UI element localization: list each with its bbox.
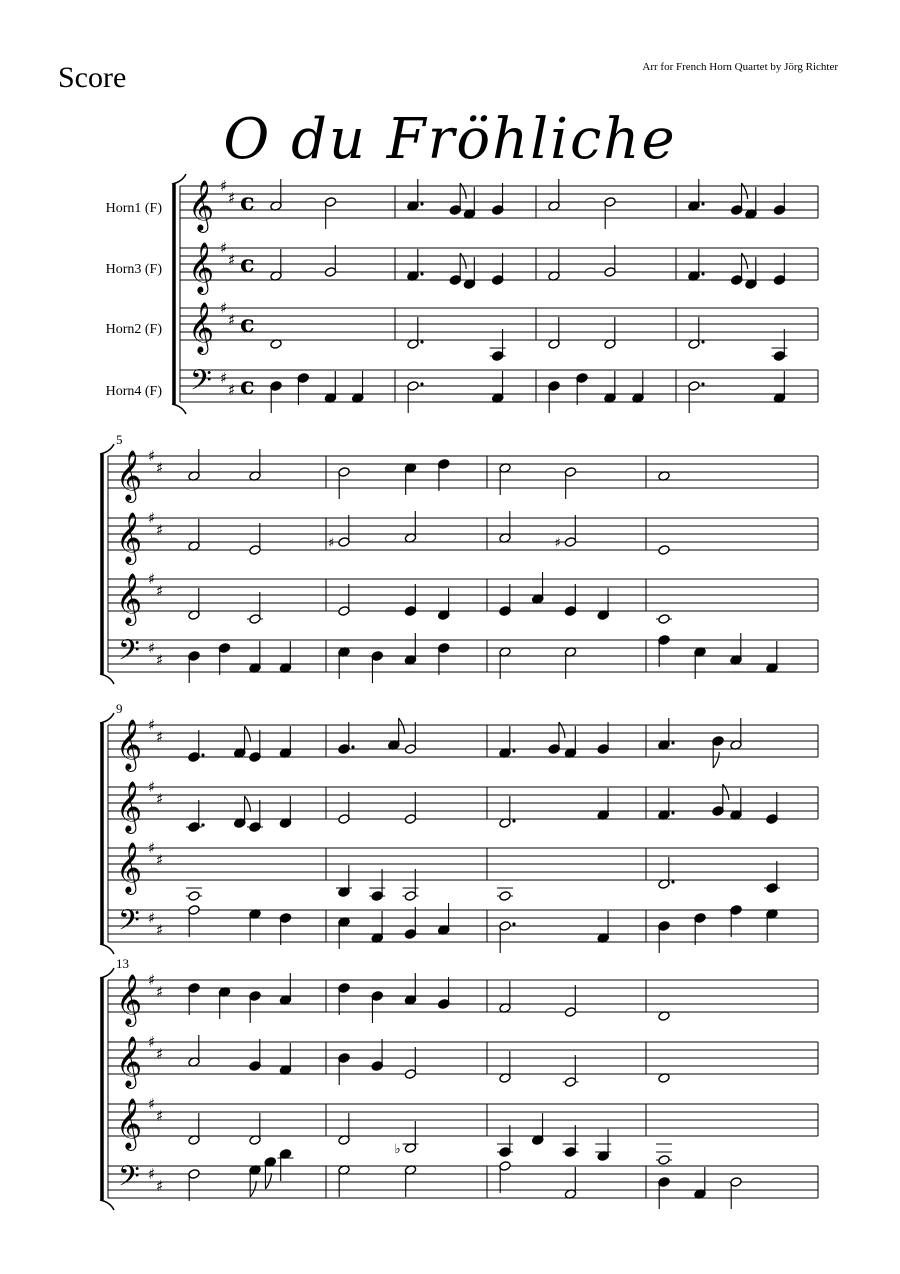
augmentation-dot xyxy=(671,880,674,883)
note-flag xyxy=(460,183,466,199)
augmentation-dot xyxy=(420,340,423,343)
instrument-label-horn3: Horn3 (F) xyxy=(105,262,162,277)
sharp-icon: ♯ xyxy=(156,983,164,1001)
sharp-icon: ♯ xyxy=(148,716,156,734)
augmentation-dot xyxy=(701,202,704,205)
sharp-icon: ♯ xyxy=(156,790,164,808)
treble-clef-icon: 𝄞 xyxy=(116,974,143,1025)
sharp-icon: ♯ xyxy=(156,1045,164,1063)
sharp-icon: ♯ xyxy=(148,1165,156,1183)
sharp-icon: ♯ xyxy=(228,311,236,329)
sharp-icon: ♯ xyxy=(148,639,156,657)
common-time-icon: c xyxy=(240,309,255,338)
system-bracket xyxy=(172,174,186,184)
note-flag xyxy=(713,752,719,768)
sharp-icon: ♯ xyxy=(148,570,156,588)
augmentation-dot xyxy=(701,382,704,385)
sharp-icon: ♯ xyxy=(148,909,156,927)
treble-clef-icon: 𝄞 xyxy=(188,242,215,293)
note-flag xyxy=(723,784,729,800)
note-flag xyxy=(245,726,251,742)
sharp-icon: ♯ xyxy=(156,921,164,939)
augmentation-dot xyxy=(201,823,204,826)
note-flag xyxy=(559,722,565,738)
sharp-icon: ♯ xyxy=(156,1107,164,1125)
augmentation-dot xyxy=(512,922,515,925)
sharp-icon: ♯ xyxy=(148,447,156,465)
system-bracket xyxy=(100,713,114,723)
treble-clef-icon: 𝄞 xyxy=(116,573,143,624)
augmentation-dot xyxy=(701,272,704,275)
sharp-icon: ♯ xyxy=(220,369,228,387)
sharp-icon: ♯ xyxy=(220,299,228,317)
system-bracket xyxy=(100,1200,114,1210)
sharp-icon: ♯ xyxy=(148,1095,156,1113)
common-time-icon: c xyxy=(240,371,255,400)
note-flag xyxy=(265,1173,271,1189)
augmentation-dot xyxy=(420,272,423,275)
common-time-icon: c xyxy=(240,187,255,216)
note-head xyxy=(188,891,200,902)
system-bracket xyxy=(100,968,114,978)
sharp-icon: ♯ xyxy=(228,381,236,399)
note-head xyxy=(658,614,670,625)
system-bracket xyxy=(100,674,114,684)
treble-clef-icon: 𝄞 xyxy=(188,302,215,353)
system-bracket xyxy=(100,944,114,954)
augmentation-dot xyxy=(671,741,674,744)
augmentation-dot xyxy=(201,753,204,756)
sharp-icon: ♯ xyxy=(148,971,156,989)
sharp-icon: ♯ xyxy=(148,509,156,527)
sharp-icon: ♯ xyxy=(156,459,164,477)
treble-clef-icon: 𝄞 xyxy=(116,512,143,563)
sharp-icon: ♯ xyxy=(156,582,164,600)
note-flag xyxy=(250,1181,256,1197)
sharp-icon: ♯ xyxy=(148,778,156,796)
sharp-icon: ♯ xyxy=(156,1177,164,1195)
bass-clef-icon: 𝄢 xyxy=(118,904,140,944)
instrument-label-horn2: Horn2 (F) xyxy=(105,322,162,337)
augmentation-dot xyxy=(701,340,704,343)
measure-number: 13 xyxy=(116,956,129,971)
treble-clef-icon: 𝄞 xyxy=(116,450,143,501)
measure-number: 5 xyxy=(116,432,123,447)
sharp-icon: ♯ xyxy=(220,177,228,195)
arranger-credit: Arr for French Horn Quartet by Jörg Richter xyxy=(642,61,838,73)
note-flag xyxy=(460,253,466,269)
augmentation-dot xyxy=(512,819,515,822)
sharp-icon: ♯ xyxy=(228,189,236,207)
system-bracket xyxy=(172,404,186,414)
treble-clef-icon: 𝄞 xyxy=(116,842,143,893)
accidental-icon: ♭ xyxy=(394,1142,401,1157)
treble-clef-icon: 𝄞 xyxy=(116,1036,143,1087)
bass-clef-icon: 𝄢 xyxy=(190,364,212,404)
treble-clef-icon: 𝄞 xyxy=(116,1098,143,1149)
augmentation-dot xyxy=(420,202,423,205)
sharp-icon: ♯ xyxy=(148,839,156,857)
sharp-icon: ♯ xyxy=(156,728,164,746)
note-flag xyxy=(742,253,748,269)
system-bracket xyxy=(100,444,114,454)
score-label: Score xyxy=(58,61,127,94)
note-flag xyxy=(399,718,405,734)
bass-clef-icon: 𝄢 xyxy=(118,1160,140,1200)
accidental-icon: ♯ xyxy=(554,536,561,551)
sharp-icon: ♯ xyxy=(220,239,228,257)
note-head xyxy=(658,545,670,556)
instrument-label-horn1: Horn1 (F) xyxy=(105,201,162,216)
accidental-icon: ♯ xyxy=(328,536,335,551)
instrument-label-horn4: Horn4 (F) xyxy=(105,384,162,399)
common-time-icon: c xyxy=(240,249,255,278)
piece-title: O du Fröhliche xyxy=(223,107,677,172)
sharp-icon: ♯ xyxy=(228,251,236,269)
measure-number: 9 xyxy=(116,701,123,716)
note-flag xyxy=(742,183,748,199)
augmentation-dot xyxy=(420,382,423,385)
sharp-icon: ♯ xyxy=(148,1033,156,1051)
sharp-icon: ♯ xyxy=(156,651,164,669)
augmentation-dot xyxy=(512,749,515,752)
note-head xyxy=(499,891,511,902)
treble-clef-icon: 𝄞 xyxy=(188,180,215,231)
sharp-icon: ♯ xyxy=(156,521,164,539)
bass-clef-icon: 𝄢 xyxy=(118,634,140,674)
treble-clef-icon: 𝄞 xyxy=(116,781,143,832)
sharp-icon: ♯ xyxy=(156,851,164,869)
note-flag xyxy=(245,796,251,812)
augmentation-dot xyxy=(671,811,674,814)
treble-clef-icon: 𝄞 xyxy=(116,719,143,770)
note-head xyxy=(658,1155,670,1166)
augmentation-dot xyxy=(351,745,354,748)
